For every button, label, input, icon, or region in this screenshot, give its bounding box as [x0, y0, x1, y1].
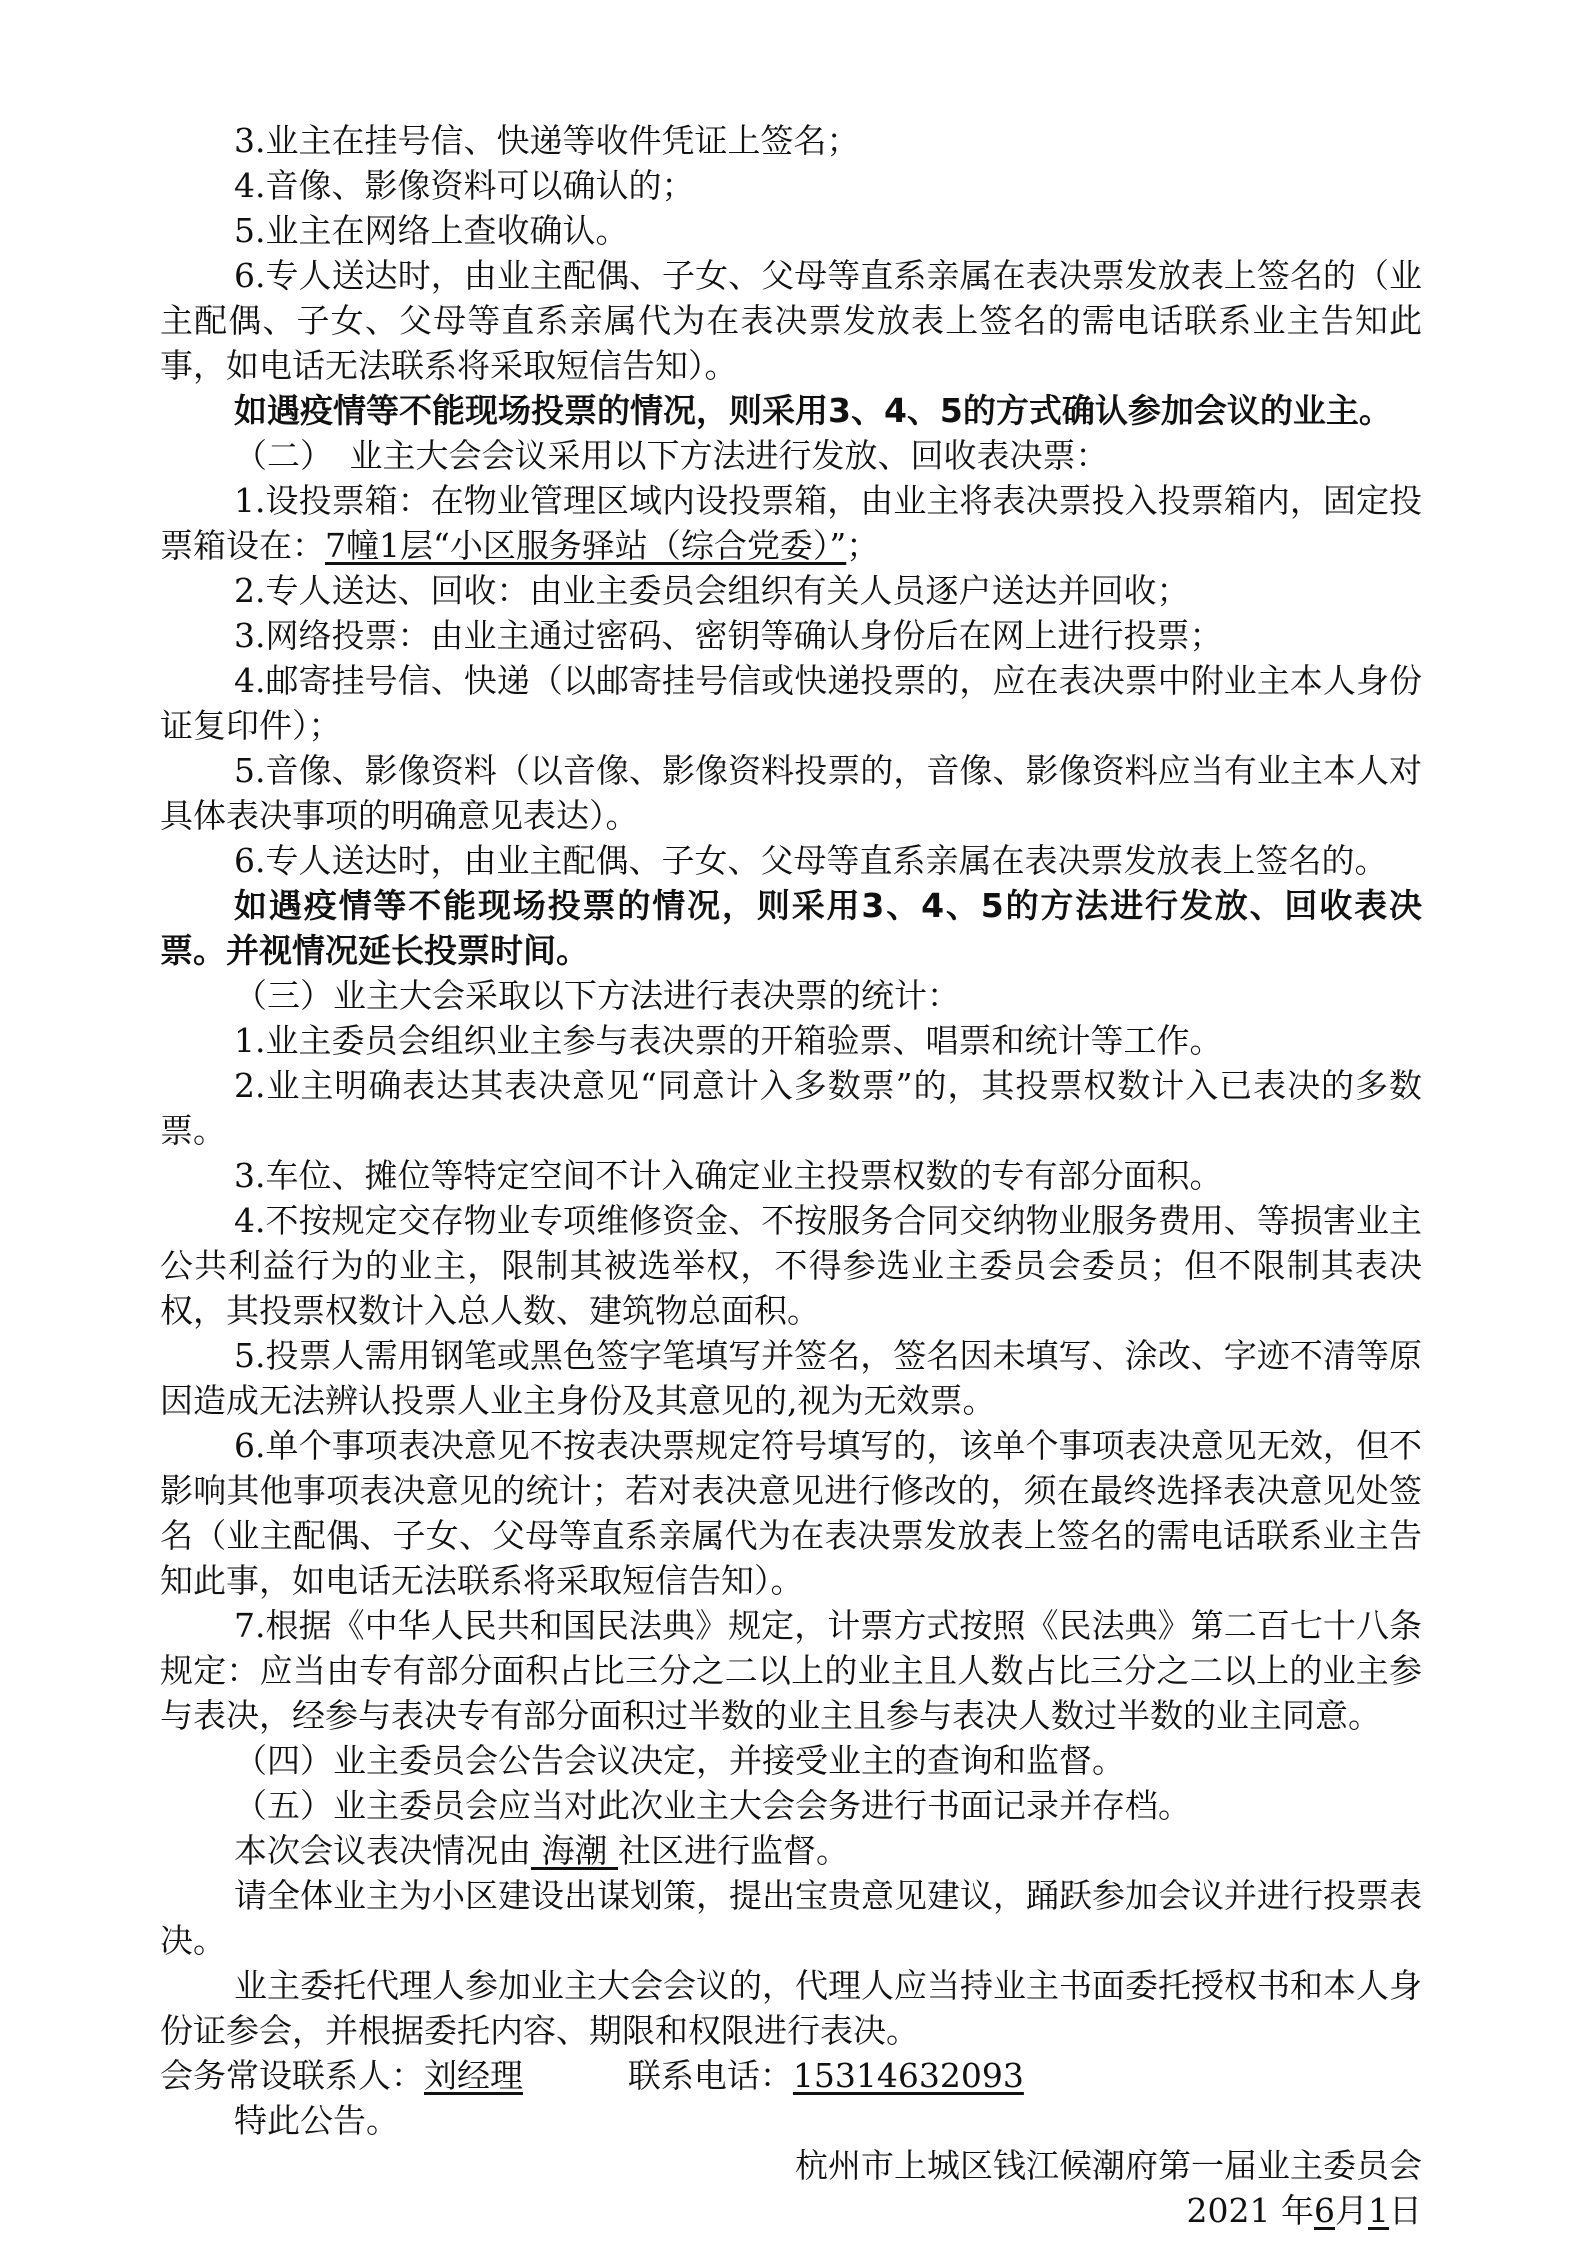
- supervision-end: 社区进行监督。: [618, 1831, 849, 1870]
- sec2-item-4: 4.邮寄挂号信、快递（以邮寄挂号信或快递投票的，应在表决票中附业主本人身份证复印件）；: [160, 661, 1422, 745]
- sec2-item-5: 5.音像、影像资料（以音像、影像资料投票的，音像、影像资料应当有业主本人对具体表决事项的明确意见表达）。: [160, 751, 1422, 835]
- date-year: 2021: [1186, 2191, 1271, 2230]
- supervision-text: 本次会议表决情况由: [234, 1831, 531, 1870]
- community-name: [531, 1831, 618, 1870]
- appeal-paragraph: 请全体业主为小区建设出谋划策，提出宝贵意见建议，踊跃参加会议并进行投票表决。: [160, 1876, 1422, 1960]
- sec1-item-3: 3.业主在挂号信、快递等收件凭证上签名；: [234, 121, 860, 160]
- sec1-note: 如遇疫情等不能现场投票的情况，则采用3、4、5的方式确认参加会议的业主。: [234, 391, 1392, 430]
- sec4-paragraph: （四）业主委员会公告会议决定，并接受业主的查询和监督。: [234, 1741, 1125, 1780]
- community-name-text: 海潮: [541, 1831, 608, 1870]
- signature-committee: 杭州市上城区钱江候潮府第一届业主委员会: [795, 2146, 1422, 2185]
- sec3-item-6: 6.单个事项表决意见不按表决票规定符号填写的，该单个事项表决意见无效，但不影响其他事项表决意见的统计；若对表决意见进行修改的，须在最终选择表决意见处签名（业主配偶、子女、父母等直系亲属代为在表决票发放表上签名的需电话联系业主告知此事，如电话无法联系将采取短信告知）。: [160, 1426, 1422, 1600]
- sec2-item-1-end: ；: [846, 526, 880, 565]
- signature-date: [160, 2188, 1422, 2233]
- sec3-item-2: 2.业主明确表达其表决意见“同意计入多数票”的，其投票权数计入已表决的多数票。: [160, 1066, 1422, 1150]
- sec3-item-5: 5.投票人需用钢笔或黑色签字笔填写并签名，签名因未填写、涂改、字迹不清等原因造成无法辨认投票人业主身份及其意见的,视为无效票。: [160, 1336, 1422, 1420]
- sec3-heading: （三）业主大会采取以下方法进行表决票的统计：: [234, 976, 960, 1015]
- proxy-paragraph: 业主委托代理人参加业主大会会议的，代理人应当持业主书面委托授权书和本人身份证参会，并根据委托内容、期限和权限进行表决。: [160, 1966, 1422, 2050]
- contact-phone-label: 联系电话：: [627, 2056, 793, 2095]
- date-day: 1: [1368, 2191, 1389, 2230]
- date-month: 6: [1314, 2191, 1335, 2230]
- sec3-item-3: 3.车位、摊位等特定空间不计入确定业主投票权数的专有部分面积。: [234, 1156, 1223, 1195]
- contact-line: [160, 2053, 1422, 2098]
- sec2-note: 如遇疫情等不能现场投票的情况，则采用3、4、5的方法进行发放、回收表决票。并视情况延长投票时间。: [160, 886, 1422, 970]
- sec3-item-4: 4.不按规定交存物业专项维修资金、不按服务合同交纳物业服务费用、等损害业主公共利益行为的业主，限制其被选举权，不得参选业主委员会委员；但不限制其表决权，其投票权数计入总人数、建筑物总面积。: [160, 1201, 1422, 1330]
- contact-person: 刘经理: [424, 2056, 523, 2095]
- sec2-item-1-text: 1.设投票箱：在物业管理区域内设投票箱，由业主将表决票投入投票箱内，固定投票箱设在：: [160, 481, 1422, 565]
- sec2-item-6: 6.专人送达时，由业主配偶、子女、父母等直系亲属在表决票发放表上签名的。: [234, 841, 1388, 880]
- supervision-paragraph: [160, 1828, 1422, 1873]
- sec5-paragraph: （五）业主委员会应当对此次业主大会会务进行书面记录并存档。: [234, 1786, 1191, 1825]
- sec2-item-1: [160, 478, 1422, 568]
- date-day-unit: 日: [1389, 2191, 1422, 2230]
- sec1-item-6: 6.专人送达时，由业主配偶、子女、父母等直系亲属在表决票发放表上签名的（业主配偶、子女、父母等直系亲属代为在表决票发放表上签名的需电话联系业主告知此事，如电话无法联系将采取短信告知）。: [160, 256, 1422, 385]
- sec2-item-2: 2.专人送达、回收：由业主委员会组织有关人员逐户送达并回收；: [234, 571, 1190, 610]
- date-year-unit: 年: [1281, 2191, 1314, 2230]
- date-month-unit: 月: [1335, 2191, 1368, 2230]
- ballot-box-location: 7幢1层“小区服务驿站（综合党委）”: [325, 526, 847, 565]
- contact-person-label: 会务常设联系人：: [160, 2056, 424, 2095]
- contact-phone: 15314632093: [792, 2056, 1024, 2095]
- sec1-item-5: 5.业主在网络上查收确认。: [234, 211, 629, 250]
- notice-document: [160, 118, 1422, 2233]
- sec3-item-7: 7.根据《中华人民共和国民法典》规定，计票方式按照《民法典》第二百七十八条规定：应当由专有部分面积占比三分之二以上的业主且人数占比三分之二以上的业主参与表决，经参与表决专有部分面积过半数的业主且参与表决人数过半数的业主同意。: [160, 1606, 1422, 1735]
- closing-text: 特此公告。: [234, 2101, 399, 2140]
- sec2-heading: （二） 业主大会会议采用以下方法进行发放、回收表决票：: [234, 436, 1109, 475]
- sec1-item-4: 4.音像、影像资料可以确认的；: [234, 166, 695, 205]
- sec2-item-3: 3.网络投票：由业主通过密码、密钥等确认身份后在网上进行投票；: [234, 616, 1223, 655]
- sec3-item-1: 1.业主委员会组织业主参与表决票的开箱验票、唱票和统计等工作。: [234, 1021, 1223, 1060]
